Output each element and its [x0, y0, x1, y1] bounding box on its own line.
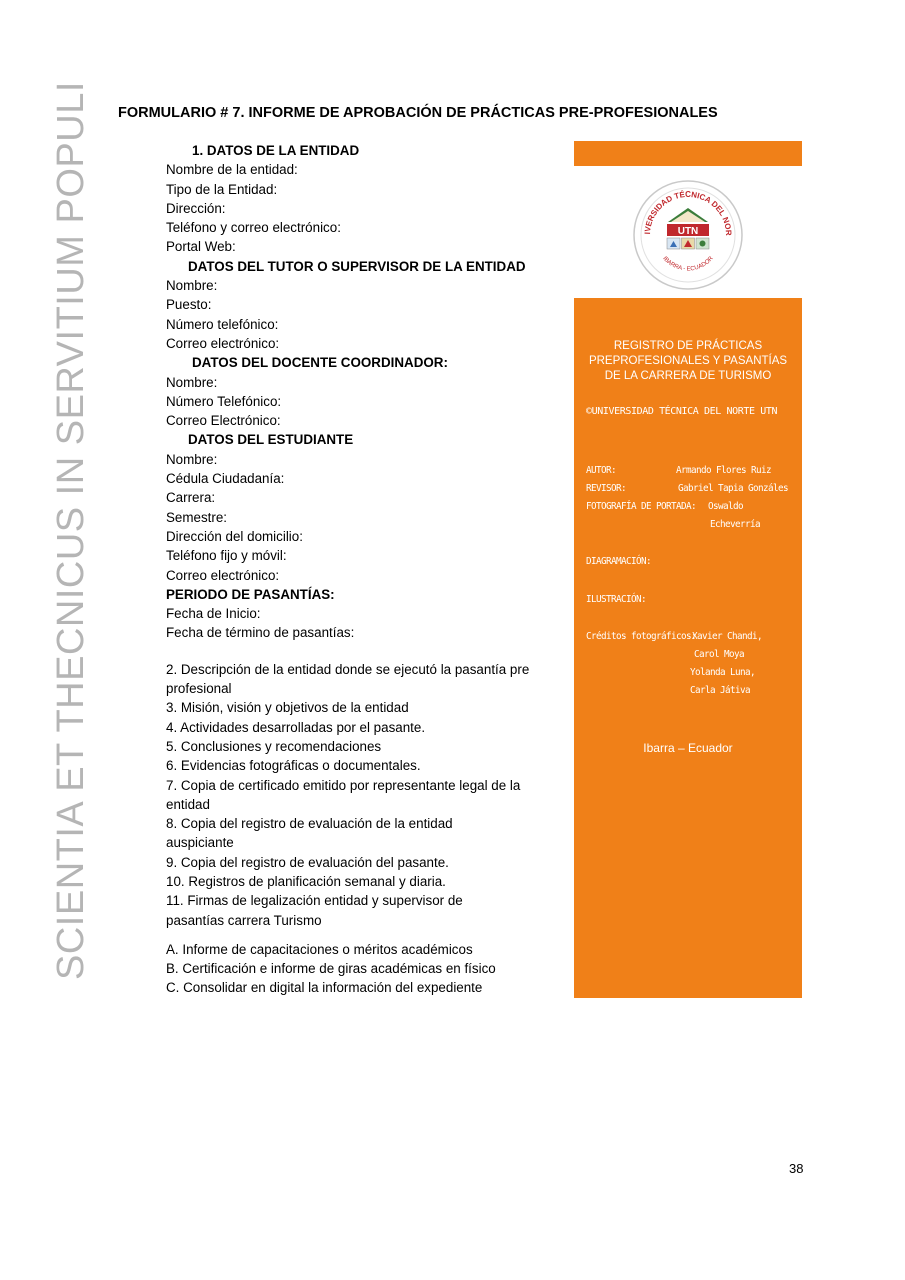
list-item: 11. Firmas de legalización entidad y supervisor de pasantías carrera Turismo: [166, 893, 463, 928]
panel-title-line: REGISTRO DE PRÁCTICAS: [613, 340, 763, 352]
credit-name: Carla Játiva: [690, 685, 750, 696]
section-heading-tutor: DATOS DEL TUTOR O SUPERVISOR DE LA ENTIDAD: [188, 258, 526, 274]
copyright-line: ©UNIVERSIDAD TÉCNICA DEL NORTE UTN: [586, 406, 778, 417]
creditos-label: Créditos fotográficos:: [586, 631, 696, 642]
foto-label: FOTOGRAFÍA DE PORTADA:: [586, 501, 696, 512]
credit-name: Xavier Chandi,: [692, 631, 762, 642]
list-item: 8. Copia del registro de evaluación de la entidad auspiciante: [166, 816, 453, 851]
vertical-watermark: SCIENTIA ET THECNICUS IN SERVITIUM POPULI: [50, 81, 92, 980]
field-label: Carrera:: [166, 490, 216, 506]
panel-title-line: PREPROFESIONALES Y PASANTÍAS: [588, 355, 788, 367]
field-label: Portal Web:: [166, 239, 236, 255]
foto-value: Oswaldo: [708, 501, 743, 512]
panel-title: [574, 339, 802, 384]
seal-arc-text: IVERSIDAD TÉCNICA DEL NOR: [642, 190, 734, 236]
field-label: Cédula Ciudadanía:: [166, 471, 285, 487]
diagramacion-label: DIAGRAMACIÓN:: [586, 556, 651, 567]
ilustracion-label: ILUSTRACIÓN:: [586, 594, 646, 605]
list-item: 4. Actividades desarrolladas por el pasante.: [166, 719, 426, 735]
field-label: Teléfono y correo electrónico:: [166, 220, 341, 236]
section-heading-estudiante: DATOS DEL ESTUDIANTE: [188, 432, 354, 448]
seal-letters: UTN: [677, 226, 699, 237]
list-item: 9. Copia del registro de evaluación del pasante.: [166, 854, 449, 870]
revisor-value: Gabriel Tapia Gonzáles: [678, 483, 788, 494]
list-item: 5. Conclusiones y recomendaciones: [166, 738, 382, 754]
logo-area: [574, 166, 802, 298]
list-item: 2. Descripción de la entidad donde se ejecutó la pasantía pre profesional: [166, 661, 530, 697]
credit-name: Carol Moya: [694, 649, 744, 660]
page-title: FORMULARIO # 7. INFORME DE APROBACIÓN DE PRÁCTICAS PRE-PROFESIONALES: [118, 105, 718, 121]
list-item: 3. Misión, visión y objetivos de la entidad: [166, 700, 409, 716]
panel-title-line: DE LA CARRERA DE TURISMO: [604, 370, 772, 382]
field-label: Número Telefónico:: [166, 393, 282, 409]
annex-item: B. Certificación e informe de giras académicas en físico: [166, 961, 496, 977]
field-label: Nombre:: [166, 278, 218, 294]
field-label: Puesto:: [166, 297, 212, 313]
field-label: Correo Electrónico:: [166, 413, 281, 429]
field-label: Fecha de término de pasantías:: [166, 625, 355, 641]
field-label: Número telefónico:: [166, 316, 279, 332]
field-label: Correo electrónico:: [166, 567, 280, 583]
section-heading-periodo: PERIODO DE PASANTÍAS:: [166, 586, 335, 602]
list-item: 6. Evidencias fotográficas o documentales.: [166, 758, 421, 774]
utn-seal-logo: [574, 166, 802, 298]
autor-value: Armando Flores Ruiz: [676, 465, 771, 476]
credits-panel: [574, 298, 802, 998]
field-label: Dirección:: [166, 200, 226, 216]
field-label: Nombre de la entidad:: [166, 162, 298, 178]
field-label: Nombre:: [166, 451, 218, 467]
list-item: 10. Registros de planificación semanal y diaria.: [166, 873, 446, 889]
annex-item: A. Informe de capacitaciones o méritos académicos: [166, 941, 473, 957]
seal-bottom-text: IBARRA - ECUADOR: [661, 255, 715, 273]
list-item: 7. Copia de certificado emitido por representante legal de la entidad: [166, 777, 521, 812]
form-content: [166, 141, 556, 998]
field-label: Nombre:: [166, 374, 218, 390]
field-label: Fecha de Inicio:: [166, 606, 261, 622]
field-label: Tipo de la Entidad:: [166, 181, 278, 197]
page-number: 38: [789, 1161, 804, 1176]
section-heading-docente: DATOS DEL DOCENTE COORDINADOR:: [192, 355, 448, 371]
field-label: Semestre:: [166, 509, 228, 525]
revisor-label: REVISOR:: [586, 483, 626, 494]
section-heading-entidad: 1. DATOS DE LA ENTIDAD: [192, 143, 360, 158]
annex-item: C. Consolidar en digital la información del expediente: [166, 980, 483, 996]
city-line: Ibarra – Ecuador: [643, 741, 733, 755]
orange-header-bar: [574, 141, 802, 166]
field-label: Correo electrónico:: [166, 335, 280, 351]
field-label: Teléfono fijo y móvil:: [166, 548, 287, 564]
field-label: Dirección del domicilio:: [166, 528, 303, 544]
credit-name: Yolanda Luna,: [690, 667, 755, 678]
foto-value: Echeverría: [710, 519, 760, 530]
autor-label: AUTOR:: [586, 465, 616, 476]
